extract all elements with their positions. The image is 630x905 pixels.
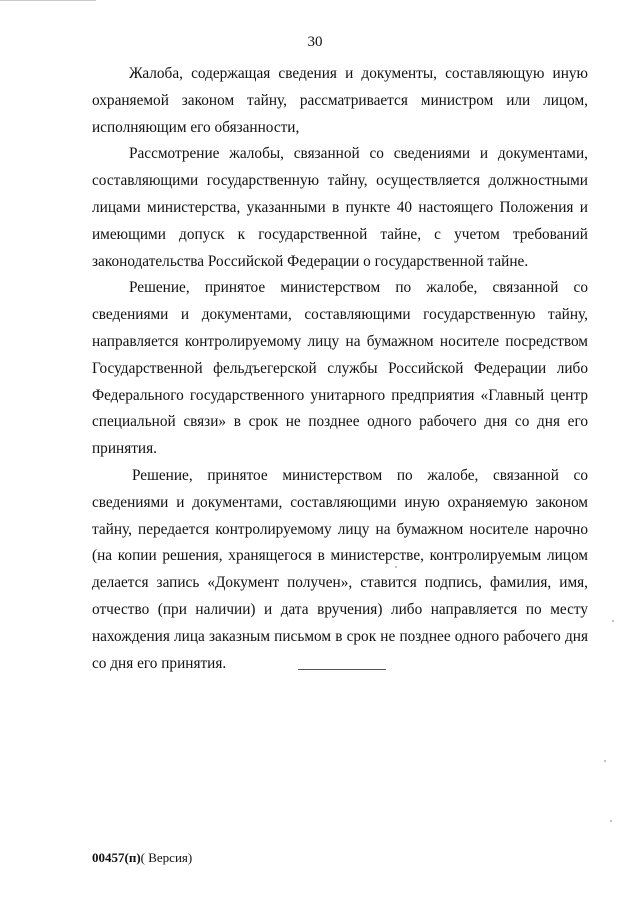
- scan-speck: [395, 566, 397, 568]
- footer-code: 00457(п): [92, 850, 141, 865]
- scan-speck: [604, 760, 606, 762]
- scan-speck: [610, 820, 612, 822]
- paragraph-decision-other-secret: Решение, принятое министерством по жалобе, связанной со сведениями и документами, составляющими иную охраняемую законом тайну, передается контролируемому лицу на бумажном носителе нарочно (на копии решения, хранящегося в министерстве, контролируемым лицом делается запись «Документ получен», ставится подпись, фамилия, имя, отчество (при наличии) и дата вручения) либо направляется по месту нахождения лица заказным письмом в срок не позднее одного рабочего дня со дня его принятия.: [92, 466, 588, 672]
- paragraph-complaint-state-secret: Рассмотрение жалобы, связанной со сведениями и документами, составляющими государственную тайну, осуществляется должностными лицами министерства, указанными в пункте 40 настоящего Положения и имеющими допуск к государственной тайне, с учетом требований законодательства Российской Федерации о государственной тайне.: [92, 145, 588, 270]
- scan-edge-line: [0, 0, 96, 1]
- scan-speck: [612, 620, 614, 622]
- paragraph-complaint-other-secret: Жалоба, содержащая сведения и документы, составляющую иную охраняемой законом тайну, рассматривается министром или лицом, исполняющим его обязанности,: [92, 65, 588, 136]
- page-number: 30: [307, 34, 323, 50]
- footer-document-code: [92, 850, 192, 866]
- footer-version: ( Версия): [140, 850, 193, 865]
- paragraph-decision-state-secret: Решение, принятое министерством по жалобе, связанной со сведениями и документами, составляющими государственную тайну, направляется контролируемому лицу на бумажном носителе посредством Государственной фельдъегерской службы Российской Федерации либо Федерального государственного унитарного предприятия «Главный центр специальной связи» в срок не позднее одного рабочего дня со дня его принятия.: [92, 279, 588, 458]
- document-body: [92, 61, 588, 677]
- end-separator-line: [298, 669, 386, 670]
